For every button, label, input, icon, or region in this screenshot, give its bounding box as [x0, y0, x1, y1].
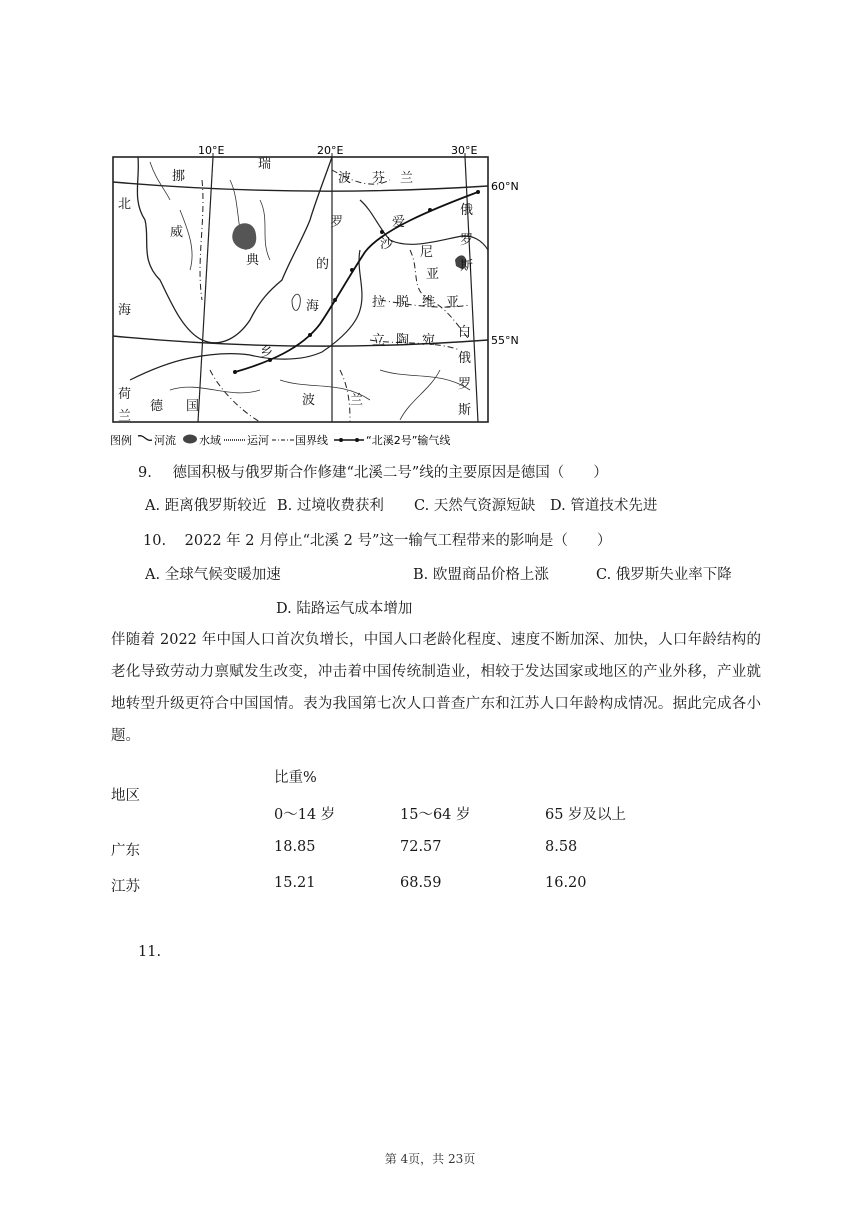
question-9	[138, 461, 608, 482]
passage-text: 伴随着 2022 年中国人口首次负增长，中国人口老龄化程度、速度不断加深、加快，人口年龄结构的老化导致劳动力禀赋发生改变，冲击着中国传统制造业，相较于发达国家或地区的产业外移，产业就地转型升级更符合中国国情。表为我国第七次人口普查广东和江苏人口年龄构成情况。据此完成各小题。	[111, 632, 761, 744]
rivers-south	[170, 370, 470, 420]
label-se-2: 典	[246, 253, 260, 268]
table-row-1-val-1: 68.59	[400, 875, 442, 891]
q10-number: 10.	[143, 533, 167, 549]
label-de-1: 德	[150, 399, 164, 414]
q9-option-b[interactable]: B. 过境收费获利	[277, 498, 384, 514]
q9-option-a[interactable]: A. 距离俄罗斯较近	[145, 498, 267, 514]
table-row-1-region: 江苏	[111, 879, 140, 895]
question-10	[143, 529, 611, 550]
table-row-0-val-0: 18.85	[274, 839, 316, 855]
scandinavia-coast	[137, 157, 332, 343]
baltic-map	[110, 140, 519, 452]
label-pl-2: 兰	[350, 393, 364, 408]
label-by-1: 白	[458, 325, 472, 340]
label-no-1: 挪	[172, 169, 186, 184]
label-small: 乡	[260, 345, 274, 360]
label-fi-2: 兰	[400, 171, 414, 186]
island-gotland	[292, 294, 300, 310]
label-fi-1: 芬	[372, 171, 386, 186]
label-lv-4: 亚	[446, 295, 460, 310]
question-11-number: 11.	[138, 944, 162, 960]
label-ee-3: 尼	[420, 245, 434, 260]
label-by-3: 罗	[458, 377, 472, 392]
label-bs-1: 波	[338, 171, 352, 186]
label-de-2: 国	[186, 399, 200, 414]
label-lv-2: 脱	[396, 295, 410, 310]
label-lv-1: 拉	[372, 295, 386, 310]
legend-river-symbol	[138, 436, 152, 441]
label-lv-3: 维	[422, 295, 436, 310]
table-col-1: 15～64 岁	[400, 807, 471, 823]
label-ru-3: 斯	[460, 259, 474, 274]
legend-pipeline: “北溪2号”输气线	[366, 434, 451, 447]
lake-vanern	[232, 223, 256, 249]
page-footer: 第 4页，共 23页	[384, 1152, 476, 1166]
q10-option-b[interactable]: B. 欧盟商品价格上涨	[413, 567, 549, 583]
label-lt-3: 宛	[422, 333, 436, 348]
q10-option-d[interactable]: D. 陆路运气成本增加	[276, 601, 413, 617]
lon-label-30e: 30°E	[451, 144, 478, 157]
table-row-0-val-2: 8.58	[545, 839, 578, 855]
label-nl-2: 兰	[118, 409, 132, 424]
label-no-4: 海	[118, 303, 132, 318]
table-row-1-val-0: 15.21	[274, 875, 316, 891]
label-no-2: 北	[118, 197, 132, 212]
q9-text: 德国积极与俄罗斯合作修建“北溪二号”线的主要原因是德国（ ）	[172, 465, 608, 481]
label-bs-3: 的	[316, 257, 330, 272]
label-no-3: 威	[170, 225, 184, 240]
table-col-2: 65 岁及以上	[545, 807, 627, 823]
q9-option-d[interactable]: D. 管道技术先进	[550, 498, 658, 514]
label-by-4: 斯	[458, 403, 472, 418]
lat-label-60n: 60°N	[491, 180, 519, 193]
label-ee-2: 沙	[380, 237, 394, 252]
table-col-0: 0～14 岁	[274, 807, 336, 823]
q10-option-c[interactable]: C. 俄罗斯失业率下降	[596, 567, 732, 583]
parallel-60n	[113, 182, 488, 191]
label-pl-1: 波	[302, 393, 316, 408]
label-lt-1: 立	[372, 333, 386, 348]
label-nl-1: 荷	[118, 387, 132, 402]
lat-label-55n: 55°N	[491, 334, 519, 347]
table-row-0-val-1: 72.57	[400, 839, 442, 855]
table-row-0-region: 广东	[111, 843, 140, 859]
q9-number: 9.	[138, 465, 152, 481]
label-ru-2: 罗	[460, 233, 474, 248]
label-bs-2: 罗	[330, 215, 344, 230]
legend-canal: 运河	[247, 434, 269, 447]
legend-water: 水域	[199, 434, 221, 447]
table-region-header: 地区	[111, 788, 140, 804]
meridian-10e	[198, 157, 213, 422]
label-lt-2: 陶	[396, 333, 410, 348]
table-ratio-header: 比重%	[274, 770, 317, 786]
legend-river: 河流	[154, 434, 176, 447]
label-bs-4: 海	[306, 299, 320, 314]
q10-text: 2022 年 2 月停止“北溪 2 号”这一输气工程带来的影响是（ ）	[184, 533, 612, 549]
legend-title: 图例	[110, 434, 132, 447]
lon-label-20e: 20°E	[317, 144, 344, 157]
label-se-1: 瑞	[258, 157, 272, 172]
label-ru-1: 俄	[460, 203, 474, 218]
label-by-2: 俄	[458, 351, 472, 366]
q9-option-c[interactable]: C. 天然气资源短缺	[414, 498, 536, 514]
legend-border: 国界线	[295, 434, 328, 447]
map-legend	[110, 433, 450, 447]
lon-label-10e: 10°E	[198, 144, 225, 157]
label-ee-4: 亚	[426, 267, 440, 282]
label-ee-1: 爱	[392, 215, 406, 230]
q10-option-a[interactable]: A. 全球气候变暖加速	[145, 567, 281, 583]
table-row-1-val-2: 16.20	[545, 875, 587, 891]
legend-water-symbol	[183, 435, 197, 444]
